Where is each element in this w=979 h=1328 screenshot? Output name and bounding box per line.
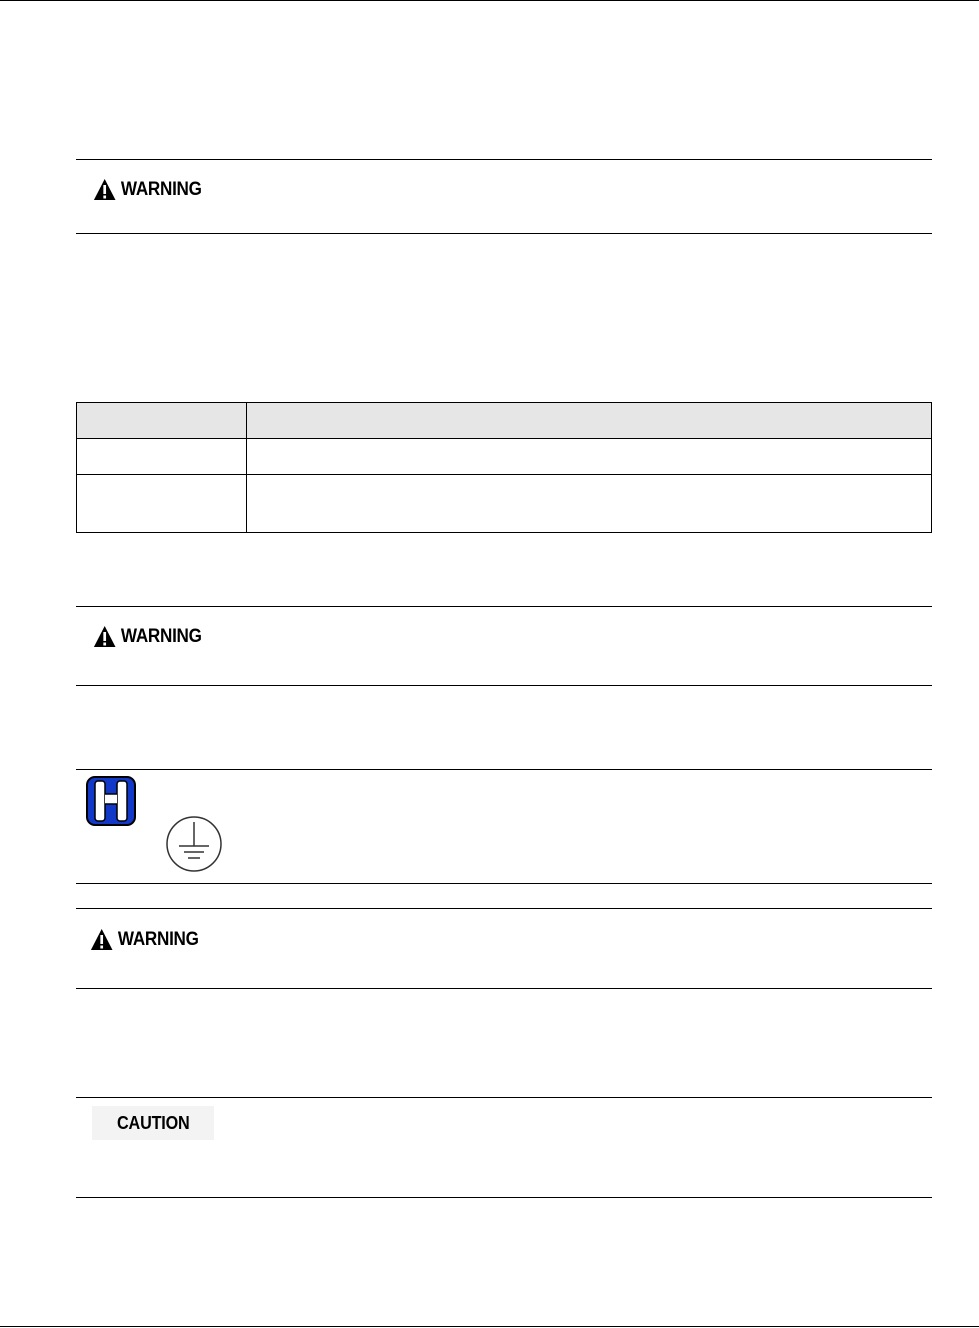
caution-badge xyxy=(92,1106,214,1140)
warning-badge-3 xyxy=(90,928,199,951)
table-cell xyxy=(77,475,247,533)
page-bottom-border xyxy=(0,1326,979,1327)
caution-label: CAUTION xyxy=(116,1112,190,1133)
protective-earth-ground-icon xyxy=(164,814,224,874)
warning-3-bottom-rule xyxy=(76,988,932,989)
table-header-row xyxy=(77,403,932,439)
spec-table xyxy=(76,402,932,533)
table-header-cell xyxy=(247,403,932,439)
warning-1-top-rule xyxy=(76,159,932,160)
warning-3-top-rule xyxy=(76,908,932,909)
info-top-rule xyxy=(76,769,932,770)
warning-triangle-icon xyxy=(93,625,116,648)
warning-badge-1 xyxy=(93,178,202,201)
warning-triangle-icon xyxy=(90,928,113,951)
warning-2-top-rule xyxy=(76,606,932,607)
warning-label: WARNING xyxy=(120,626,202,647)
table-row xyxy=(77,475,932,533)
caution-top-rule xyxy=(76,1097,932,1098)
warning-label: WARNING xyxy=(120,179,202,200)
warning-badge-2 xyxy=(93,625,202,648)
warning-2-bottom-rule xyxy=(76,685,932,686)
caution-bottom-rule xyxy=(76,1197,932,1198)
info-icon xyxy=(86,776,136,826)
table-cell xyxy=(77,439,247,475)
warning-triangle-icon xyxy=(93,178,116,201)
table-cell xyxy=(247,439,932,475)
info-bottom-rule xyxy=(76,883,932,884)
page-top-border xyxy=(0,0,979,1)
warning-1-bottom-rule xyxy=(76,233,932,234)
warning-label: WARNING xyxy=(117,929,199,950)
table-header-cell xyxy=(77,403,247,439)
table-cell xyxy=(247,475,932,533)
table-row xyxy=(77,439,932,475)
